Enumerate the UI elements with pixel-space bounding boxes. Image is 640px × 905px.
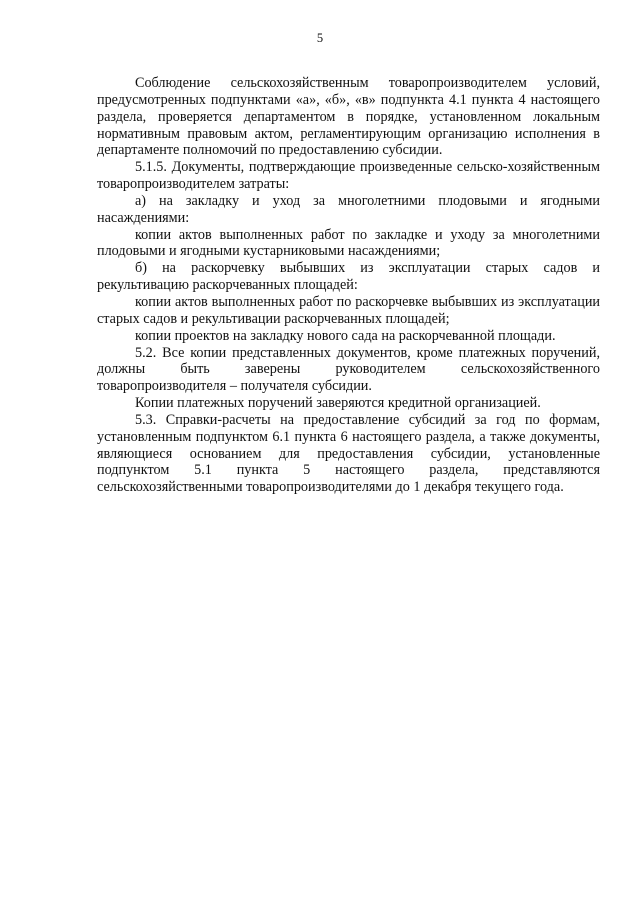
paragraph-5-3: 5.3. Справки-расчеты на предоставление субсидий за год по формам, установленным подпунктом 6.1 пункта 6 настоящего раздела, а также документы, являющиеся основанием для предоставления субсидии, установленные подпунктом 5.1 пункта 5 настоящего раздела, представляются сельскохозяйственными товаропроизводителями до 1 декабря текущего года.: [97, 411, 600, 496]
paragraph-5-1-5-heading: 5.1.5. Документы, подтверждающие произведенные сельско-хозяйственным товаропроизводителем затраты:: [97, 159, 600, 193]
document-body: [97, 75, 600, 496]
paragraph-item-a: а) на закладку и уход за многолетними плодовыми и ягодными насаждениями:: [97, 192, 600, 226]
paragraph-payment-copies: Копии платежных поручений заверяются кредитной организацией.: [135, 395, 541, 412]
paragraph-item-a-docs: копии актов выполненных работ по закладке и уходу за многолетними плодовыми и ягодными кустарниковыми насаждениями;: [97, 226, 600, 260]
paragraph-5-1-4-compliance: Соблюдение сельскохозяйственным товаропроизводителем условий, предусмотренных подпунктами «а», «б», «в» подпункта 4.1 пункта 4 настоящего раздела, проверяется департаментом в порядке, установленном локальным нормативным правовым актом, регламентирующим организацию исполнения в департаменте полномочий по предоставлению субсидии.: [97, 75, 600, 159]
paragraph-item-b: б) на раскорчевку выбывших из эксплуатации старых садов и рекультивацию раскорчеванных площадей:: [97, 260, 600, 294]
page-number: 5: [316, 31, 324, 45]
paragraph-item-b-docs: копии актов выполненных работ по раскорчевке выбывших из эксплуатации старых садов и рекультивации раскорчеванных площадей;: [97, 293, 600, 327]
paragraph-5-2: 5.2. Все копии представленных документов, кроме платежных поручений, должны быть заверены руководителем сельскохозяйственного товаропроизводителя – получателя субсидии.: [97, 344, 600, 395]
paragraph-item-b-projects: копии проектов на закладку нового сада на раскорчеванной площади.: [135, 327, 556, 344]
